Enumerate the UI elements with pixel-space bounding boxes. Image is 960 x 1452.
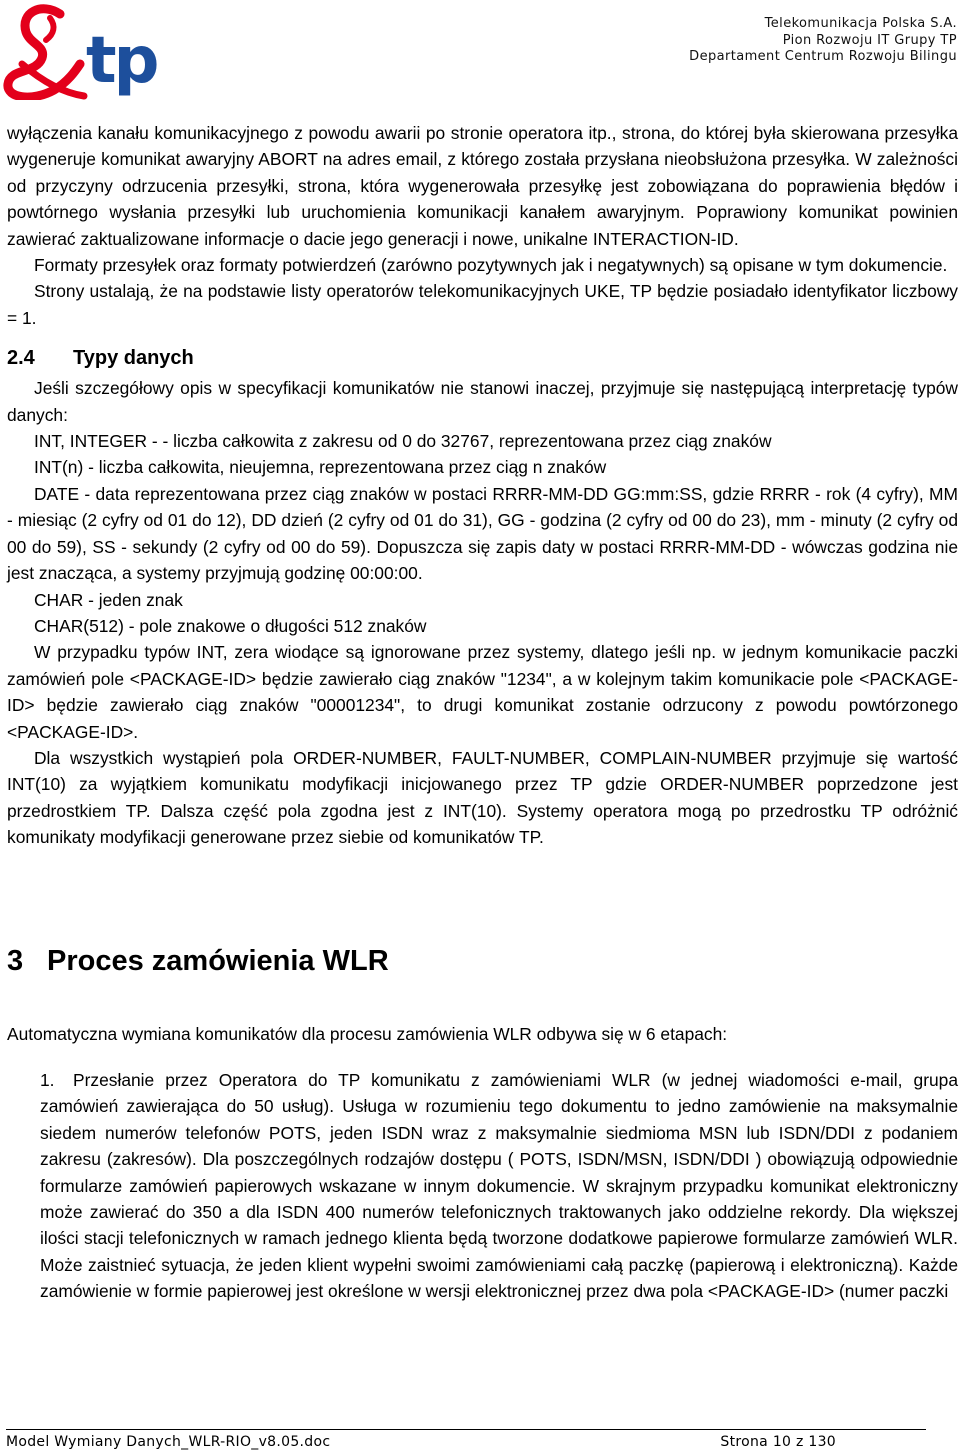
tp-logo-icon <box>2 4 158 100</box>
list-item <box>40 1067 958 1305</box>
paragraph: Formaty przesyłek oraz formaty potwierdzeń (zarówno pozytywnych jak i negatywnych) są opisane w tym dokumencie. <box>34 255 948 276</box>
section-heading-2-4 <box>7 345 958 371</box>
list-item-number: 1. <box>40 1069 55 1090</box>
type-definition: INT(n) - liczba całkowita, nieujemna, reprezentowana przez ciąg n znaków <box>34 457 607 478</box>
type-definition: CHAR(512) - pole znakowe o długości 512 znaków <box>34 615 427 636</box>
company-line: Departament Centrum Rozwoju Bilingu <box>689 49 957 64</box>
company-line: Telekomunikacja Polska S.A. <box>764 16 957 31</box>
list-item-text: Przesłanie przez Operatora do TP komunikatu z zamówieniami WLR (w jednej wiadomości e-mail, grupa zamówień zawierająca do 50 usług). Usługa w rozumieniu tego dokumentu to jedno zamówienie na maksymalnie siedem numerów telefonów POTS, jeden ISDN wraz z maksymalnie siedmioma MSN lub ISDN/DDI z podaniem zakresu (zakresów). Dla poszczególnych rodzajów dostępu ( POTS, ISDN/MSN, ISDN/DDI ) obowiązują odpowiednie formularze zamówień papierowych wskazane w innym dokumencie. W skrajnym przypadku komunikat elektroniczny może zawierać do 350 a dla ISDN 400 numerów telefonicznych traktowanych jako oddzielne rekordy. Dla większej ilości stacji telefonicznych w ramach jednego klienta będą tworzone dodatkowe papierowe formularze zamówień WLR. Może zaistnieć sytuacja, że jeden klient wypełni swoimi zamówieniami całą paczkę (papierową i elektroniczną). Każde zamówienie w formie papierowej jest określone w wersji elektronicznej przez dwa pola <PACKAGE-ID> (numer paczki <box>40 1069 958 1302</box>
tp-logo <box>2 4 158 100</box>
type-definition: DATE - data reprezentowana przez ciąg znaków w postaci RRRR-MM-DD GG:mm:SS, gdzie RRRR - rok (4 cyfry), MM - miesiąc (2 cyfry od 01 do 12), DD dzień (2 cyfry od 01 do 31), GG - godzina (2 cyfry od 00 do 23), mm - minuty (2 cyfry od 00 do 59), SS - sekundy (2 cyfry od 00 do 59). Dopuszcza się zapis daty w postaci RRRR-MM-DD - wówczas godzina nie jest znacząca, a systemy przyjmują godzinę 00:00:00. <box>7 483 958 584</box>
footer-page-info: Strona 10 z 130 <box>720 1434 836 1450</box>
numbered-list <box>7 1067 958 1305</box>
paragraph: W przypadku typów INT, zera wiodące są ignorowane przez systemy, dlatego jeśli np. w jednym komunikacie paczki zamówień pole <PACKAGE-ID> będzie zawierało ciąg znaków "1234", a w kolejnym takim komunikacie pole <PACKAGE-ID> będzie zawierało ciąg znaków "00001234", to drugi komunikat zostanie odrzucony z powodu powtórzonego <PACKAGE-ID>. <box>7 642 958 742</box>
paragraph: wyłączenia kanału komunikacyjnego z powodu awarii po stronie operatora itp., strona, do której była skierowana przesyłka wygeneruje komunikat awaryjny ABORT na adres email, z którego została przysłana nieobsłużona przesyłka. W zależności od przyczyny odrzucenia przesyłki, strona, która wygenerowała przesyłkę jest zobowiązana do poprawienia błędów i powtórnego wysłania przesyłki lub uruchomienia komunikacji kanałem awaryjnym. Poprawiony komunikat powinien zawierać zaktualizowane informacje o dacie jego generacji i nowe, unikalne INTERACTION-ID. <box>7 123 958 249</box>
footer-divider <box>6 1429 926 1430</box>
footer-doc-name: Model Wymiany Danych_WLR-RIO_v8.05.doc <box>6 1434 331 1450</box>
paragraph: Automatyczna wymiana komunikatów dla procesu zamówienia WLR odbywa się w 6 etapach: <box>7 1023 728 1044</box>
paragraph: Dla wszystkich wystąpień pola ORDER-NUMBER, FAULT-NUMBER, COMPLAIN-NUMBER przyjmuje się wartość INT(10) za wyjątkiem komunikatu modyfikacji inicjowanego przez TP gdzie ORDER-NUMBER poprzedzone jest przedrostkiem TP. Dalsza część pola zgodna jest z INT(10). Systemy operatora mogą po przedrostku TP odróżnić komunikaty modyfikacji generowane przez siebie od komunikatów TP. <box>7 747 958 848</box>
section-number: 3 <box>7 944 24 977</box>
section-title: Typy danych <box>73 347 194 370</box>
section-heading-3 <box>7 943 958 979</box>
company-header <box>689 16 957 66</box>
type-definition: CHAR - jeden znak <box>34 589 183 610</box>
type-definition: INT, INTEGER - - liczba całkowita z zakresu od 0 do 32767, reprezentowana przez ciąg znaków <box>34 431 772 452</box>
section-number: 2.4 <box>7 347 35 370</box>
paragraph: Jeśli szczegółowy opis w specyfikacji komunikatów nie stanowi inaczej, przyjmuje się następującą interpretację typów danych: <box>7 378 958 425</box>
document-body <box>7 120 958 1305</box>
section-title: Proces zamówienia WLR <box>47 944 389 977</box>
paragraph: Strony ustalają, że na podstawie listy operatorów telekomunikacyjnych UKE, TP będzie posiadało identyfikator liczbowy = 1. <box>7 281 958 328</box>
tp-logo-text: tp <box>86 24 157 98</box>
company-line: Pion Rozwoju IT Grupy TP <box>782 32 957 48</box>
